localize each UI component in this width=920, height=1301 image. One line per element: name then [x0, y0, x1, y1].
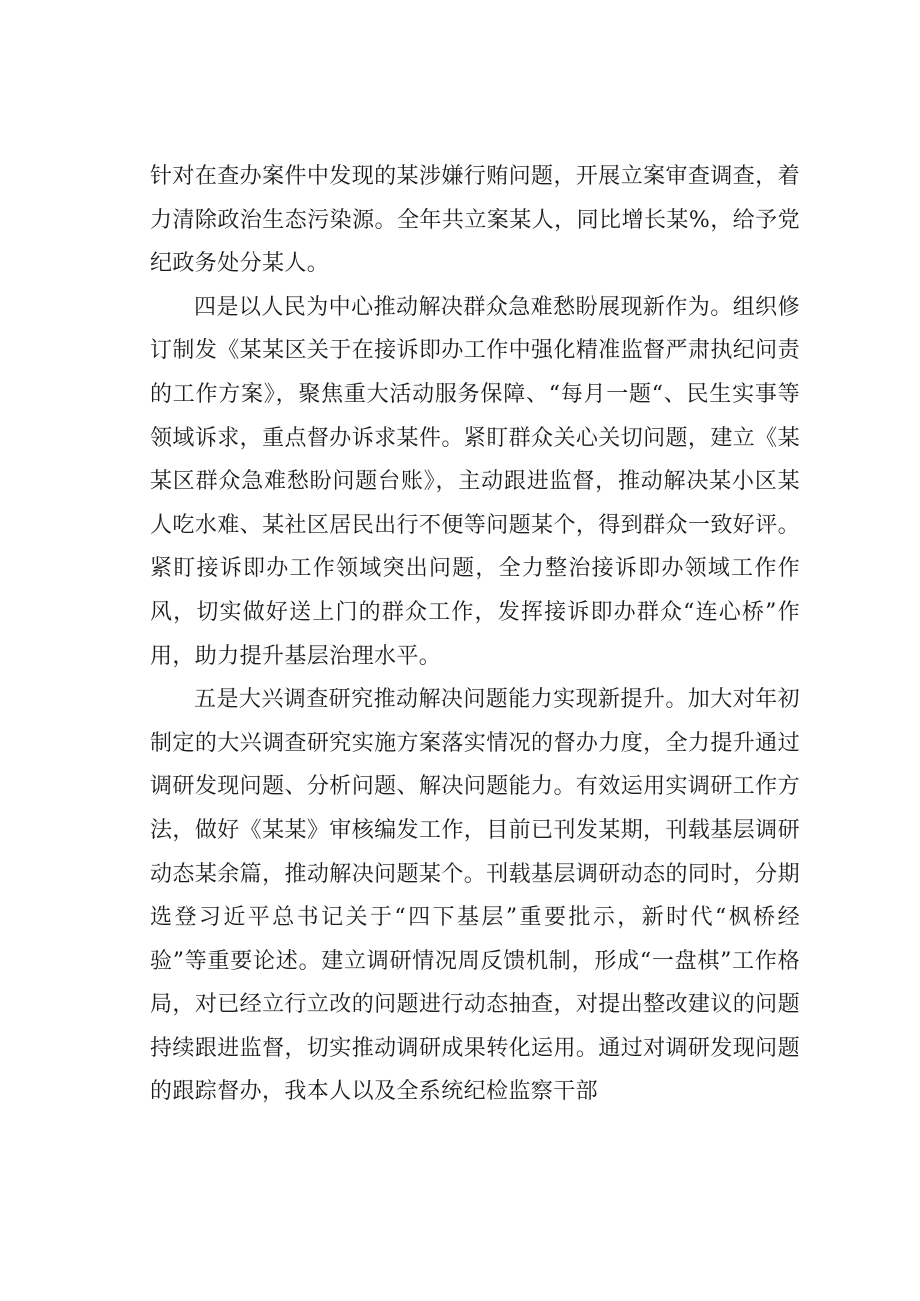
paragraph-section-five: 五是大兴调查研究推动解决问题能力实现新提升。加大对年初制定的大兴调查研究实施方案落实情况的督办力度，全力提升通过调研发现问题、分析问题、解决问题能力。有效运用实调研工作方法，做好《某某》审核编发工作，目前已刊发某期，刊载基层调研动态某余篇，推动解决问题某个。刊载基层调研动态的同时，分期选登习近平总书记关于“四下基层”重要批示，新时代“枫桥经验”等重要论述。建立调研情况周反馈机制，形成“一盘棋”工作格局，对已经立行立改的问题进行动态抽查，对提出整改建议的问题持续跟进监督，切实推动调研成果转化运用。通过对调研发现问题的跟踪督办，我本人以及全系统纪检监察干部 — [150, 687, 800, 1105]
document-body — [150, 155, 800, 1114]
paragraph-continuation: 针对在查办案件中发现的某涉嫌行贿问题，开展立案审查调查，着力清除政治生态污染源。全年共立案某人，同比增长某%，给予党纪政务处分某人。 — [150, 164, 800, 277]
paragraph-section-four: 四是以人民为中心推动解决群众急难愁盼展现新作为。组织修订制发《某某区关于在接诉即办工作中强化精准监督严肃执纪问责的工作方案》，聚焦重大活动服务保障、“每月一题“、民生实事等领域诉求，重点督办诉求某件。紧盯群众关心关切问题，建立《某某区群众急难愁盼问题台账》，主动跟进监督，推动解决某小区某人吃水难、某社区居民出行不便等问题某个，得到群众一致好评。紧盯接诉即办工作领域突出问题，全力整治接诉即办领域工作作风，切实做好送上门的群众工作，发挥接诉即办群众“连心桥”作用，助力提升基层治理水平。 — [150, 294, 800, 669]
